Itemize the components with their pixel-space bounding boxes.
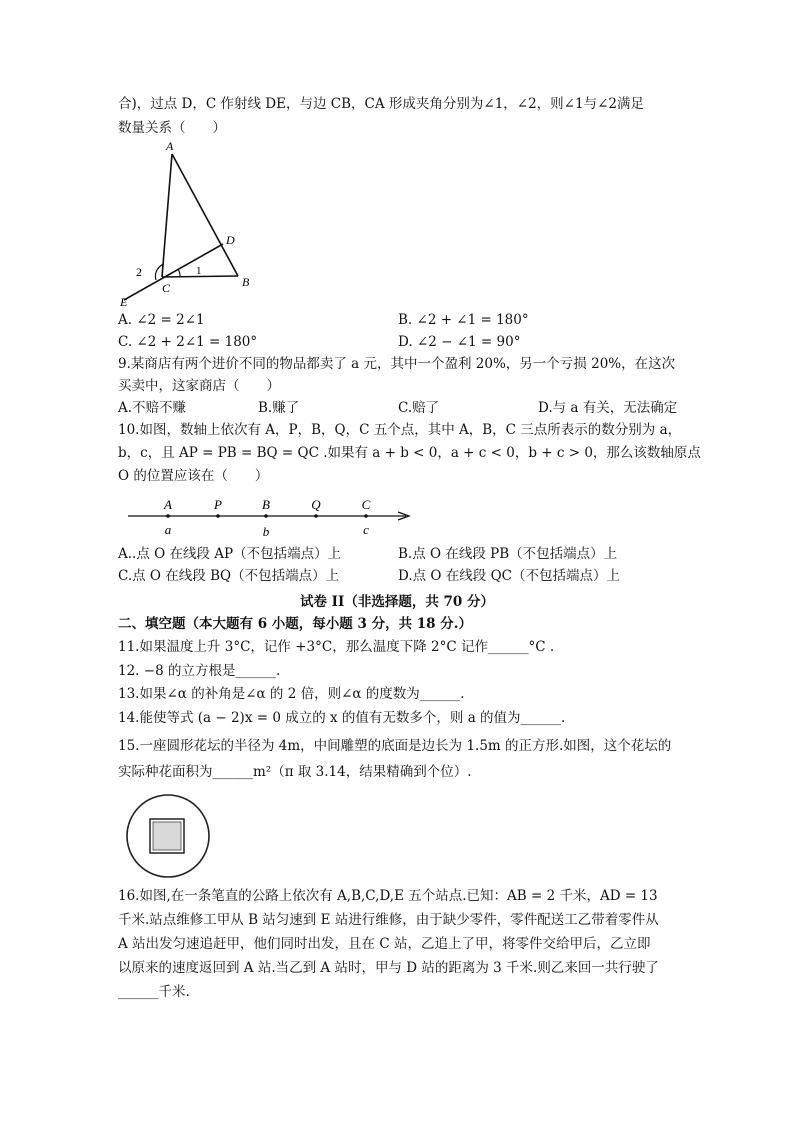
- label-c: C: [162, 281, 171, 295]
- q10-option-a: A..点 O 在线段 AP（不包括端点）上: [118, 546, 342, 562]
- q15-flowerbed-figure: [118, 794, 218, 878]
- q8-option-a: A. ∠2 = 2∠1: [118, 312, 205, 328]
- q10-text-line3: O 的位置应该在（ ）: [118, 468, 269, 484]
- point-a: [166, 514, 170, 518]
- q15-text-line1: 15.一座圆形花坛的半径为 4m，中间雕塑的底面是边长为 1.5m 的正方形.如图，这个花坛的: [118, 738, 672, 754]
- q9-text-line2: 买卖中，这家商店（ ）: [118, 378, 280, 394]
- label-point-c: C: [361, 497, 371, 512]
- point-p: [216, 514, 220, 518]
- q10-number-line: [118, 492, 418, 542]
- part2-heading: 二、填空题（本大题有 6 小题，每小题 3 分，共 18 分.）: [118, 616, 472, 632]
- q8-option-b: B. ∠2 + ∠1 = 180°: [398, 312, 529, 328]
- label-e: E: [120, 295, 128, 309]
- q8-option-c: C. ∠2 + 2∠1 = 180°: [118, 334, 258, 350]
- q16-text-line1: 16.如图,在一条笔直的公路上依次有 A,B,C,D,E 五个站点.已知：AB = 2 千米，AD = 13: [118, 888, 658, 904]
- q9-option-d: D.与 a 有关，无法确定: [538, 400, 678, 416]
- q10-text-line1: 10.如图，数轴上依次有 A，P，B，Q，C 五个点，其中 A，B，C 三点所表示的数分别为 a，: [118, 422, 682, 438]
- q10-option-b: B.点 O 在线段 PB（不包括端点）上: [398, 546, 618, 562]
- angle-1-arc: [178, 269, 180, 277]
- q13-text: 13.如果∠α 的补角是∠α 的 2 倍，则∠α 的度数为______.: [118, 686, 465, 702]
- q16-text-line3: A 站出发匀速追赶甲，他们同时出发，且在 C 站，乙追上了甲，将零件交给甲后，乙立即: [118, 936, 651, 952]
- section-title: 试卷 II（非选择题，共 70 分）: [299, 594, 495, 610]
- q8-triangle-figure: [110, 140, 270, 310]
- q14-text: 14.能使等式 (a − 2)x = 0 成立的 x 的值有无数多个，则 a 的值为______.: [118, 710, 566, 726]
- q16-text-line2: 千米.站点维修工甲从 B 站匀速到 E 站进行维修，由于缺少零件，零件配送工乙带着零件从: [118, 912, 659, 928]
- segment-ac: [162, 154, 172, 277]
- point-c: [364, 514, 368, 518]
- segment-ab: [172, 154, 238, 276]
- label-value-a: a: [164, 522, 172, 537]
- label-point-p: P: [214, 497, 222, 512]
- q8-option-d: D. ∠2 − ∠1 = 90°: [398, 334, 521, 350]
- q8-text-line2: 数量关系（ ）: [118, 120, 226, 136]
- q10-option-d: D.点 O 在线段 QC（不包括端点）上: [398, 568, 620, 584]
- q9-option-c: C.赔了: [398, 400, 440, 416]
- label-point-b: B: [262, 497, 270, 512]
- q9-option-a: A.不赔不赚: [118, 400, 187, 416]
- label-value-c: c: [363, 522, 369, 537]
- label-b: B: [242, 275, 250, 289]
- q10-text-line2: b，c，且 AP = PB = BQ = QC .如果有 a + b < 0，a + c < 0，b + c > 0，那么该数轴原点: [118, 445, 701, 461]
- label-point-a: A: [164, 497, 172, 512]
- label-angle-2: 2: [136, 265, 142, 279]
- point-q: [314, 514, 318, 518]
- sculpture-square-inner: [153, 822, 181, 850]
- q12-text: 12. −8 的立方根是______.: [118, 663, 281, 679]
- point-b: [264, 514, 268, 518]
- label-a: A: [166, 140, 174, 153]
- q15-text-line2: 实际种花面积为______m²（π 取 3.14，结果精确到个位）.: [118, 764, 472, 780]
- label-value-b: b: [262, 524, 270, 539]
- q9-option-b: B.赚了: [258, 400, 300, 416]
- label-d: D: [226, 233, 235, 247]
- q9-text-line1: 9.某商店有两个进价不同的物品都卖了 a 元，其中一个盈利 20%，另一个亏损 20%，在这次: [118, 356, 676, 372]
- q16-text-line4: 以原来的速度返回到 A 站.当乙到 A 站时，甲与 D 站的距离为 3 千米.则乙来回一共行驶了: [118, 960, 659, 976]
- q11-text: 11.如果温度上升 3°C，记作 +3°C，那么温度下降 2°C 记作______°C .: [118, 639, 555, 655]
- q16-text-line5: ______千米.: [118, 984, 190, 1000]
- label-angle-1: 1: [196, 265, 202, 277]
- q10-option-c: C.点 O 在线段 BQ（不包括端点）上: [118, 568, 340, 584]
- label-point-q: Q: [311, 497, 321, 512]
- q8-text-line1: 合)，过点 D，C 作射线 DE，与边 CB，CA 形成夹角分别为∠1，∠2，则∠1与∠2满足: [118, 96, 644, 112]
